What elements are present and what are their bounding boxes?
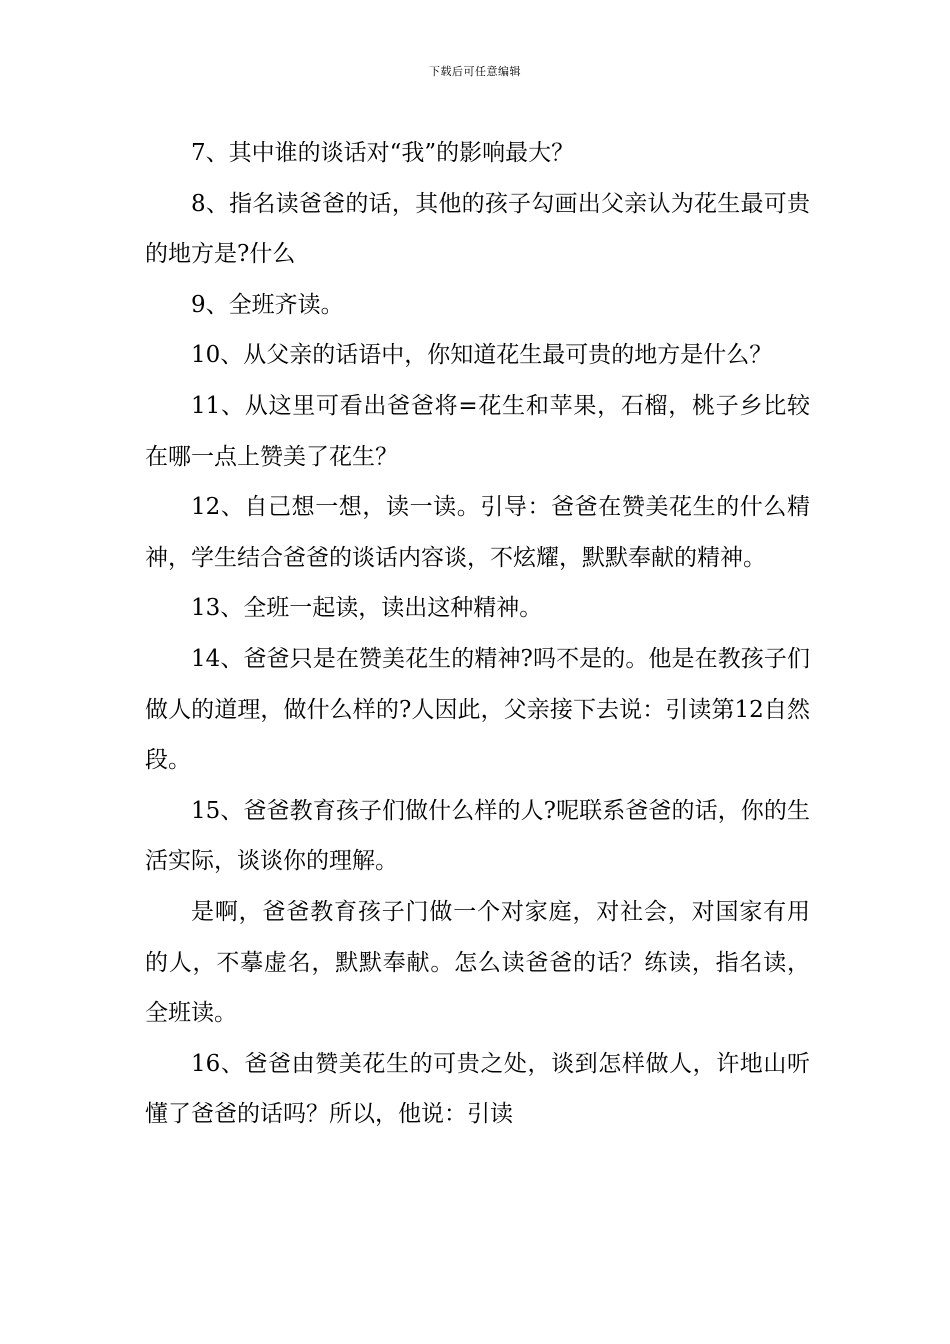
paragraph-item-13: 13、全班一起读，读出这种精神。 xyxy=(191,595,543,622)
paragraph-item-12: 12、自己想一想，读一读。引导：爸爸在赞美花生的什么精神，学生结合爸爸的谈话内容谈，不炫耀，默默奉献的精神。 xyxy=(145,494,810,571)
document-body xyxy=(145,128,810,1140)
paragraph-item-8: 8、指名读爸爸的话，其他的孩子勾画出父亲认为花生最可贵的地方是?什么 xyxy=(145,190,810,268)
paragraph-item-9: 9、全班齐读。 xyxy=(191,291,344,318)
paragraph-item-11: 11、从这里可看出爸爸将=花生和苹果，石榴，桃子乡比较在哪一点上赞美了花生？ xyxy=(145,392,810,470)
paragraph-item-10: 10、从父亲的话语中，你知道花生最可贵的地方是什么？ xyxy=(191,342,773,369)
paragraph-summary: 是啊，爸爸教育孩子门做一个对家庭，对社会，对国家有用的人，不摹虚名，默默奉献。怎么读爸爸的话？练读，指名读，全班读。 xyxy=(145,898,810,1027)
paragraph-item-7: 7、其中谁的谈话对“我”的影响最大？ xyxy=(191,140,575,166)
paragraph-item-16: 16、爸爸由赞美花生的可贵之处，谈到怎样做人，许地山听懂了爸爸的话吗？所以，他说：引读 xyxy=(145,1050,810,1128)
paragraph-item-14: 14、爸爸只是在赞美花生的精神?吗不是的。他是在教孩子们做人的道理，做什么样的?人因此，父亲接下去说：引读第12自然段。 xyxy=(145,645,810,774)
paragraph-item-15: 15、爸爸教育孩子们做什么样的人?呢联系爸爸的话，你的生活实际，谈谈你的理解。 xyxy=(145,797,810,875)
page-header: 下载后可任意编辑 xyxy=(429,65,521,78)
